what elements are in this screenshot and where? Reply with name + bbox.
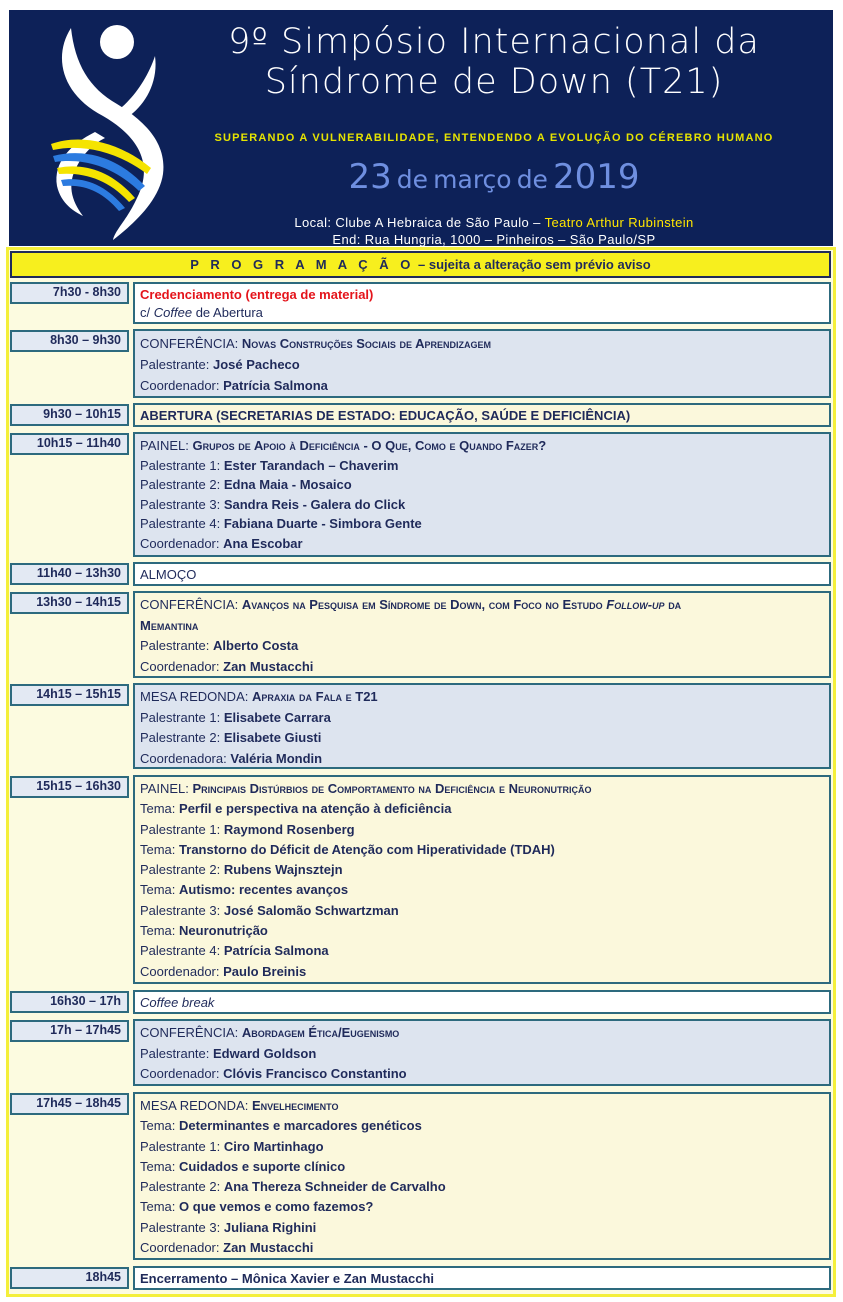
time-slot-s2: 8h30 – 9h30 [10, 330, 129, 352]
session-s10: CONFERÊNCIA: Abordagem Ética/Eugenismo Palestrante: Edward Goldson Coordenador: Clóvis Francisco Constantino [133, 1019, 831, 1086]
session-s2: CONFERÊNCIA: Novas Construções Sociais de Aprendizagem Palestrante: José Pacheco Coordenador: Patrícia Salmona [133, 329, 831, 398]
event-location: Local: Clube A Hebraica de São Paulo – Teatro Arthur Rubinstein End: Rua Hungria, 1000 – Pinheiros – São Paulo/SP [169, 214, 819, 248]
title-line-2: Síndrome de Down (T21) [264, 62, 724, 102]
session-s11: MESA REDONDA: Envelhecimento Tema: Determinantes e marcadores genéticos Palestrante 1: Ciro Martinhago Tema: Cuidados e suporte clínico Palestrante 2: Ana Thereza Schneider de Carvalho Tema: O que vemos e como fazemos? Palestrante 3: Juliana Righini Coordenador: Zan Mustacchi [133, 1092, 831, 1260]
event-subtitle: SUPERANDO A VULNERABILIDADE, ENTENDENDO A EVOLUÇÃO DO CÉREBRO HUMANO [214, 132, 774, 144]
time-slot-s11: 17h45 – 18h45 [10, 1093, 129, 1115]
event-date: 23 de março de 2019 [348, 157, 640, 197]
time-slot-s10: 17h – 17h45 [10, 1020, 129, 1042]
time-slot-s9: 16h30 – 17h [10, 991, 129, 1013]
session-s5: ALMOÇO [133, 562, 831, 586]
time-slot-s6: 13h30 – 14h15 [10, 592, 129, 614]
time-slot-s7: 14h15 – 15h15 [10, 684, 129, 706]
time-slot-s12: 18h45 [10, 1267, 129, 1289]
venue-address: End: Rua Hungria, 1000 – Pinheiros – São Paulo/SP [332, 232, 656, 247]
event-header [9, 10, 833, 246]
session-s1: Credenciamento (entrega de material) c/ Coffee de Abertura [133, 282, 831, 324]
time-slot-s3: 9h30 – 10h15 [10, 404, 129, 426]
session-s7: MESA REDONDA: Apraxia da Fala e T21 Palestrante 1: Elisabete Carrara Palestrante 2: Elisabete Giusti Coordenadora: Valéria Mondin [133, 683, 831, 769]
time-slot-s8: 15h15 – 16h30 [10, 776, 129, 798]
session-s12: Encerramento – Mônica Xavier e Zan Mustacchi [133, 1266, 831, 1290]
venue-name: Teatro Arthur Rubinstein [544, 215, 694, 230]
title-line-1: 9º Simpósio Internacional da [228, 22, 760, 62]
session-s4: PAINEL: Grupos de Apoio à Deficiência - O Que, Como e Quando Fazer? Palestrante 1: Ester Tarandach – Chaverim Palestrante 2: Edna Maia - Mosaico Palestrante 3: Sandra Reis - Galera do Click Palestrante 4: Fabiana Duarte - Simbora Gente Coordenador: Ana Escobar [133, 432, 831, 557]
session-s9: Coffee break [133, 990, 831, 1014]
symposium-logo-icon [31, 16, 181, 244]
time-slot-s1: 7h30 - 8h30 [10, 282, 129, 304]
session-s8: PAINEL: Principais Distúrbios de Comportamento na Deficiência e Neuronutrição Tema: Perfil e perspectiva na atenção à deficiência Palestrante 1: Raymond Rosenberg Tema: Transtorno do Déficit de Atenção com Hiperatividade (TDAH) Palestrante 2: Rubens Wajnsztejn Tema: Autismo: recentes avanços Palestrante 3: José Salomão Schwartzman Tema: Neuronutrição Palestrante 4: Patrícia Salmona Coordenador: Paulo Breinis [133, 775, 831, 984]
session-s6: CONFERÊNCIA: Avanços na Pesquisa em Síndrome de Down, com Foco no Estudo Follow-up da Memantina Palestrante: Alberto Costa Coordenador: Zan Mustacchi [133, 591, 831, 678]
event-title [169, 22, 819, 102]
session-s3: ABERTURA (SECRETARIAS DE ESTADO: EDUCAÇÃO, SAÚDE E DEFICIÊNCIA) [133, 403, 831, 427]
program-heading: P R O G R A M A Ç Ã O – sujeita a alteração sem prévio aviso [10, 251, 831, 278]
time-slot-s5: 11h40 – 13h30 [10, 563, 129, 585]
time-slot-s4: 10h15 – 11h40 [10, 433, 129, 455]
